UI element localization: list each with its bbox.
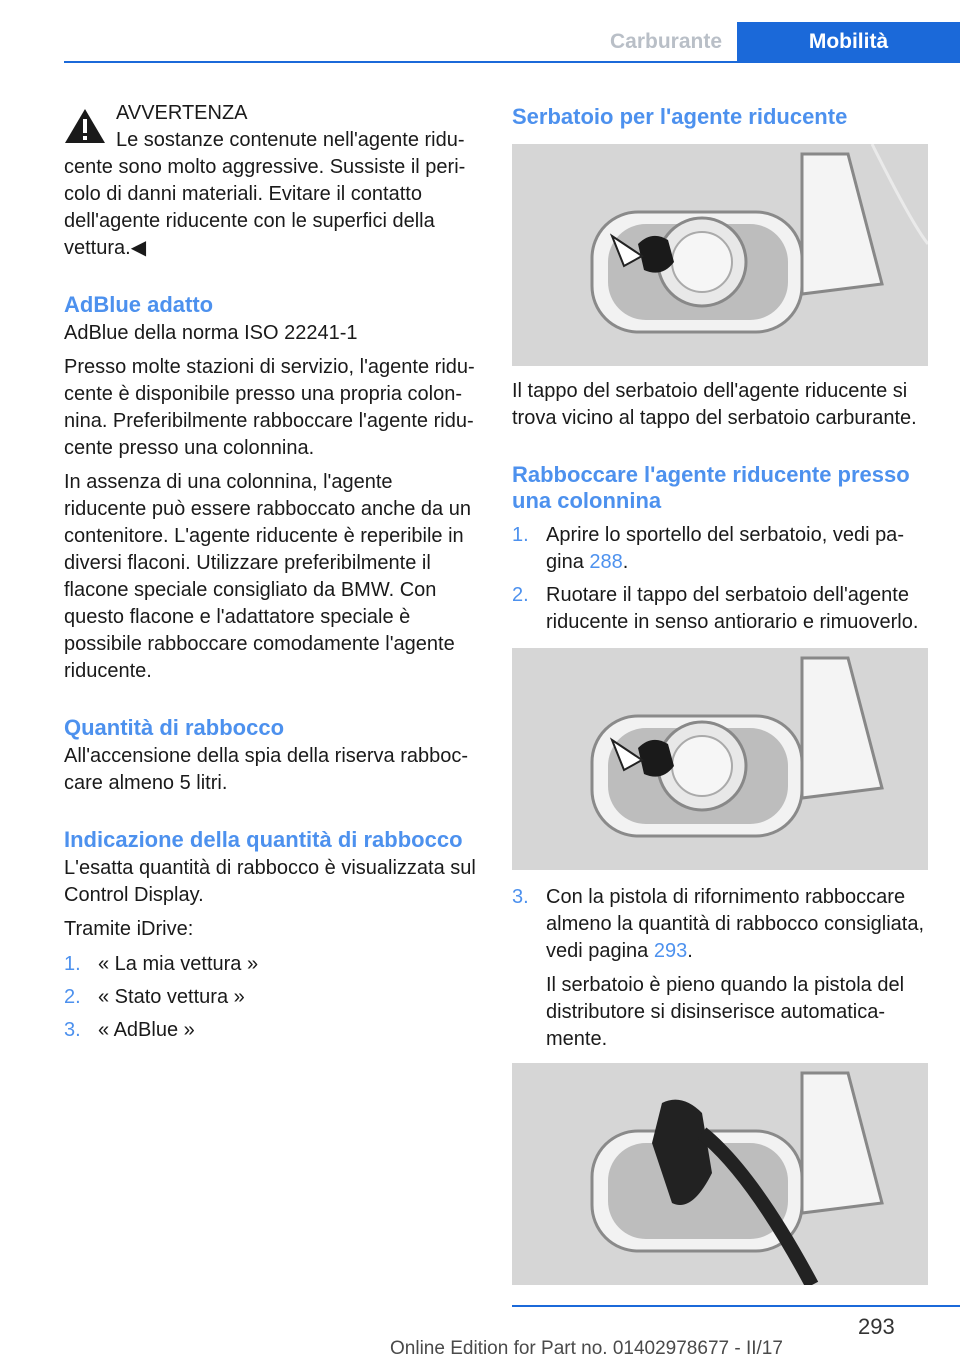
- page-link-288[interactable]: 288: [589, 551, 623, 573]
- text-quantita: All'accensione della spia della riserva rabboccare almeno 5 litri.: [64, 745, 469, 794]
- warning-label: AVVERTENZA: [116, 102, 248, 124]
- step3-extra: Il serbatoio è pieno quando la pistola del distributore si disinserisce automaticamente.: [546, 974, 905, 1050]
- header-chapter-tab: Mobilità: [737, 22, 960, 62]
- header-rule: [64, 61, 960, 63]
- text-idrive: Tramite iDrive:: [64, 918, 194, 940]
- left-column: [64, 100, 476, 1050]
- heading-adblue-adatto: AdBlue adatto: [64, 292, 214, 317]
- list-item: 2. « Stato vettura »: [64, 986, 245, 1008]
- heading-quantita: Quantità di rabbocco: [64, 715, 285, 740]
- right-column: [512, 100, 928, 1285]
- warning-text: cente sono molto aggressive. Sussiste il pericolo di danni materiali. Evitare il contatto dell'agente riducente con le superfici della vettura.◀: [64, 156, 466, 259]
- photo-cap-open: [512, 648, 928, 870]
- page-number: 293: [858, 1314, 895, 1339]
- warning-line1: Le sostanze contenute nell'agente ridu-: [116, 129, 465, 151]
- header-section-label: Carburante: [610, 30, 723, 53]
- warning-triangle-icon: [64, 108, 106, 144]
- photo-nozzle: [512, 1063, 928, 1285]
- text-indicazione: L'esatta quantità di rabbocco è visualizzata sul Control Display.: [64, 857, 476, 906]
- heading-rabboccare: Rabboccare l'agente riducente presso una colonnina: [512, 462, 910, 513]
- text-assenza: In assenza di una colonnina, l'agente riducente può essere rabboccato anche da un contenitore. L'agente riducente è reperibile in diversi flaconi. Utilizzare preferibilmente il flacone speciale consigliato da BMW. Con questo flacone e l'adattatore speciale è possibile rabboccare comodamente l'agente riducente.: [64, 471, 471, 682]
- heading-serbatoio: Serbatoio per l'agente riducente: [512, 104, 848, 129]
- text-stazioni: Presso molte stazioni di servizio, l'agente riducente è disponibile presso una propria colonnina. Preferibilmente rabboccare l'agente riducente presso una colonnina.: [64, 356, 475, 459]
- footer-edition: Online Edition for Part no. 01402978677 - II/17: [390, 1338, 783, 1359]
- idrive-steps: [64, 951, 476, 1044]
- list-item: 1. « La mia vettura »: [64, 953, 259, 975]
- text-norma: AdBlue della norma ISO 22241‑1: [64, 322, 358, 344]
- page-link-293[interactable]: 293: [653, 940, 688, 962]
- page-header: [0, 0, 960, 62]
- list-item: 3. Con la pistola di rifornimento rabboccare almeno la quantità di rabbocco consigliata, vedi pagina 293. Il serbatoio è pieno quando la pistola del distributore si disinserisce automaticamente.: [512, 884, 928, 1053]
- list-item: 3. « AdBlue »: [64, 1019, 195, 1041]
- heading-indicazione: Indicazione della quantità di rabbocco: [64, 827, 463, 852]
- list-item: 2. Ruotare il tappo del serbatoio dell'agente riducente in senso antiorario e rimuoverlo.: [512, 584, 919, 633]
- nozzle-illustration: [512, 1063, 928, 1285]
- refill-steps-cont: [512, 884, 928, 1053]
- warning-box: [64, 100, 476, 262]
- photo-caption: Il tappo del serbatoio dell'agente riducente si trova vicino al tappo del serbatoio carburante.: [512, 380, 917, 429]
- refill-steps: [512, 522, 928, 636]
- cap-open-illustration: [512, 648, 928, 870]
- filler-cap-illustration: [512, 144, 928, 366]
- footer-rule: [512, 1305, 960, 1307]
- photo-filler-cap: [512, 144, 928, 366]
- list-item: 1. Aprire lo sportello del serbatoio, vedi pagina 288.: [512, 524, 904, 573]
